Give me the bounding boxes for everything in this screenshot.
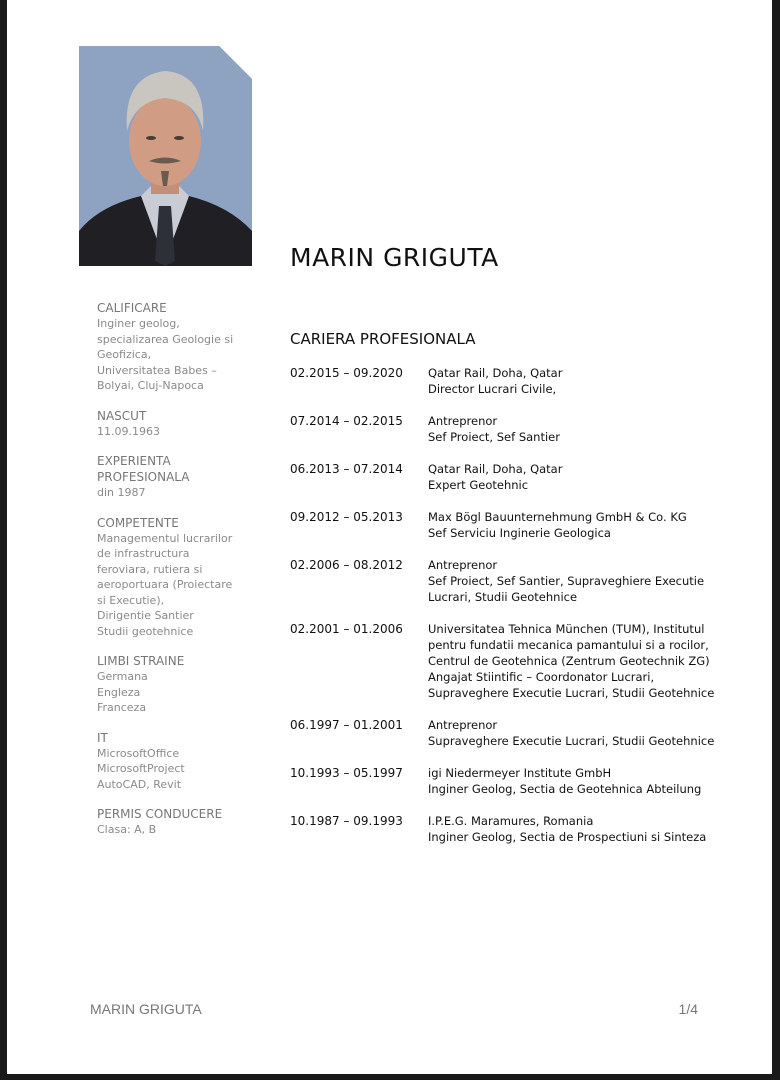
career-description	[428, 621, 760, 701]
section-line: Dirigentie Santier	[97, 609, 194, 622]
section-line: feroviara, rutiera si	[97, 562, 203, 576]
career-line: Sef Proiect, Sef Santier	[428, 430, 560, 444]
section-title: NASCUT	[97, 408, 147, 423]
section-competente	[97, 515, 247, 640]
section-title: EXPERIENTA PROFESIONALA	[97, 454, 190, 484]
career-period: 02.2015 – 09.2020	[290, 366, 403, 380]
section-line: Clasa: A, B	[97, 823, 157, 836]
career-title: CARIERA PROFESIONALA	[290, 330, 476, 348]
career-description	[428, 557, 760, 605]
section-line: MicrosoftProject	[97, 762, 185, 775]
career-line: Antreprenor	[428, 558, 498, 572]
section-nascut	[97, 408, 247, 440]
career-line: Supraveghere Executie Lucrari, Studii Geotehnice	[428, 686, 715, 700]
career-description	[428, 413, 760, 445]
footer-name: MARIN GRIGUTA	[90, 1001, 202, 1017]
left-column	[97, 300, 247, 852]
career-line: Sef Proiect, Sef Santier, Supraveghiere Executie	[428, 574, 705, 588]
career-line: Inginer Geolog, Sectia de Geotehnica Abteilung	[428, 782, 702, 796]
career-entry	[290, 509, 760, 541]
career-entry	[290, 557, 760, 605]
career-line: Antreprenor	[428, 414, 498, 428]
career-description	[428, 509, 760, 541]
career-line: Sef Serviciu Inginerie Geologica	[428, 526, 611, 540]
section-permis-conducere	[97, 806, 247, 838]
career-line: Centrul de Geotehnica (Zentrum Geotechnik ZG)	[428, 654, 710, 668]
career-period: 10.1993 – 05.1997	[290, 766, 403, 780]
section-line: specializarea Geologie si	[97, 332, 234, 346]
section-line: Studii geotehnice	[97, 624, 194, 638]
section-title: LIMBI STRAINE	[97, 654, 185, 668]
section-title: COMPETENTE	[97, 515, 179, 530]
section-line: si Executie),	[97, 593, 165, 607]
career-description	[428, 461, 760, 493]
section-line: Bolyai, Cluj-Napoca	[97, 379, 204, 392]
cv-page	[7, 0, 772, 1074]
career-entry	[290, 413, 760, 445]
career-description	[428, 717, 760, 749]
career-line: Lucrari, Studii Geotehnice	[428, 590, 578, 604]
page-number: 1/4	[678, 1001, 698, 1017]
section-calificare	[97, 300, 247, 394]
section-line: aeroportuara (Proiectare	[97, 578, 233, 591]
career-period: 10.1987 – 09.1993	[290, 814, 403, 828]
career-description	[428, 365, 760, 397]
career-list	[290, 365, 760, 861]
section-line: Geofizica,	[97, 348, 152, 361]
career-period: 06.1997 – 01.2001	[290, 718, 403, 732]
section-line: Universitatea Babes –	[97, 363, 217, 377]
career-line: Expert Geotehnic	[428, 478, 529, 492]
career-line: Antreprenor	[428, 718, 498, 732]
section-line: Managementul lucrarilor	[97, 531, 233, 545]
section-line: AutoCAD, Revit	[97, 777, 182, 791]
section-line: MicrosoftOffice	[97, 746, 180, 760]
career-entry	[290, 765, 760, 797]
section-experienta	[97, 453, 247, 501]
career-period: 07.2014 – 02.2015	[290, 414, 403, 428]
section-line: din 1987	[97, 486, 146, 499]
section-title: PERMIS CONDUCERE	[97, 807, 223, 821]
career-line: I.P.E.G. Maramures, Romania	[428, 814, 594, 828]
section-it	[97, 730, 247, 793]
career-line: Angajat Stiintific – Coordonator Lucrari,	[428, 670, 655, 684]
career-line: Supraveghere Executie Lucrari, Studii Geotehnice	[428, 734, 715, 748]
career-line: Director Lucrari Civile,	[428, 382, 557, 396]
profile-photo	[79, 46, 252, 266]
career-period: 09.2012 – 05.2013	[290, 510, 403, 524]
career-entry	[290, 621, 760, 701]
section-line: de infrastructura	[97, 547, 190, 560]
career-description	[428, 813, 760, 845]
career-line: Inginer Geolog, Sectia de Prospectiuni si Sinteza	[428, 830, 707, 844]
career-line: Max Bögl Bauunternehmung GmbH & Co. KG	[428, 510, 687, 524]
section-line: Germana	[97, 670, 148, 683]
career-description	[428, 765, 760, 797]
section-title: CALIFICARE	[97, 301, 167, 315]
career-line: Universitatea Tehnica München (TUM), Institutul	[428, 622, 705, 636]
career-line: pentru fundatii mecanica pamantului si a rocilor,	[428, 638, 709, 652]
section-limbi-straine	[97, 653, 247, 716]
section-line: 11.09.1963	[97, 424, 160, 438]
person-name: MARIN GRIGUTA	[290, 243, 499, 272]
career-line: Qatar Rail, Doha, Qatar	[428, 462, 563, 476]
career-entry	[290, 813, 760, 845]
career-line: Qatar Rail, Doha, Qatar	[428, 366, 563, 380]
section-title: IT	[97, 730, 108, 745]
career-entry	[290, 717, 760, 749]
career-entry	[290, 461, 760, 493]
career-period: 02.2006 – 08.2012	[290, 558, 403, 572]
career-line: igi Niedermeyer Institute GmbH	[428, 766, 612, 780]
section-line: Engleza	[97, 685, 141, 699]
career-period: 06.2013 – 07.2014	[290, 462, 403, 476]
career-entry	[290, 365, 760, 397]
section-line: Franceza	[97, 701, 147, 714]
career-period: 02.2001 – 01.2006	[290, 622, 403, 636]
section-line: Inginer geolog,	[97, 317, 180, 330]
